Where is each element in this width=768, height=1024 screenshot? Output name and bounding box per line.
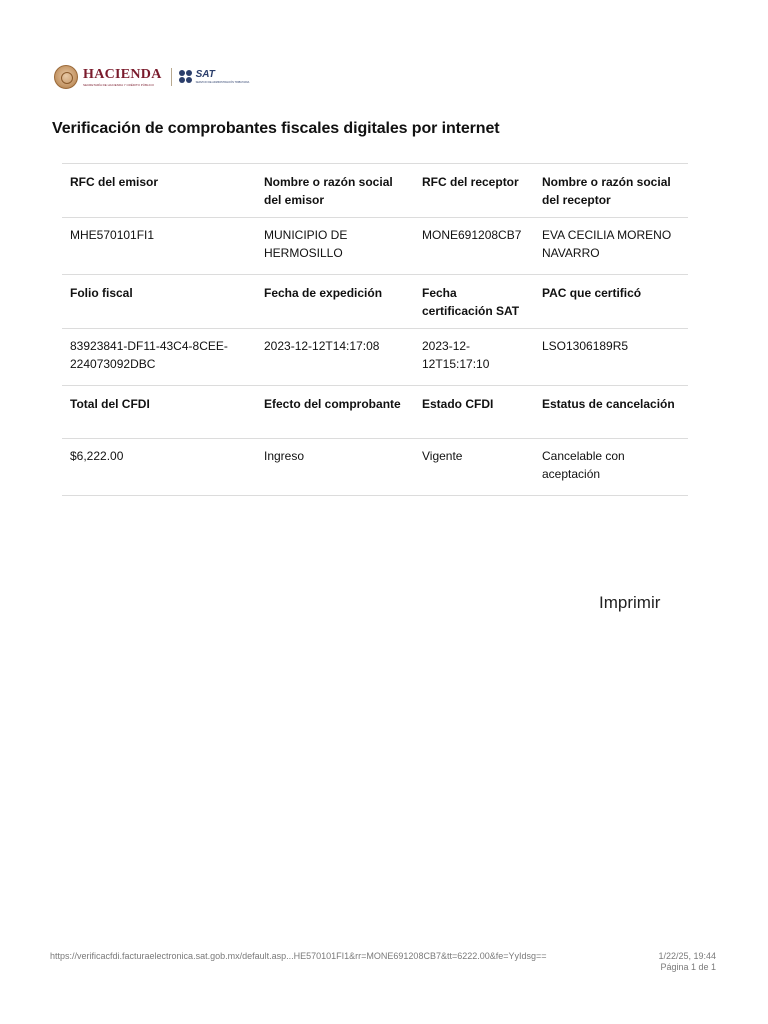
value-total-cfdi: $6,222.00: [62, 439, 256, 496]
value-rfc-emisor: MHE570101FI1: [62, 218, 256, 275]
hacienda-logo-text: HACIENDA: [83, 66, 162, 82]
value-nombre-receptor: EVA CECILIA MORENO NAVARRO: [534, 218, 688, 275]
header-rfc-receptor: RFC del receptor: [414, 164, 534, 218]
header-fecha-expedicion: Fecha de expedición: [256, 275, 414, 329]
footer-page-number: Página 1 de 1: [660, 962, 716, 972]
footer-url: https://verificacfdi.facturaelectronica.sat.gob.mx/default.asp...HE570101FI1&rr=MONE691208CB7&tt=6222.00&fe=YyIdsg==: [50, 951, 547, 961]
sat-mark-icon: [179, 70, 193, 84]
table-row: [62, 329, 688, 386]
header-folio-fiscal: Folio fiscal: [62, 275, 256, 329]
header-efecto-comprobante: Efecto del comprobante: [256, 386, 414, 439]
value-nombre-emisor: MUNICIPIO DE HERMOSILLO: [256, 218, 414, 275]
hacienda-logo: [54, 65, 162, 89]
table-row: [62, 439, 688, 496]
header-logos: [54, 62, 249, 92]
footer-meta: [658, 951, 716, 973]
value-efecto-comprobante: Ingreso: [256, 439, 414, 496]
national-seal-icon: [54, 65, 78, 89]
header-total-cfdi: Total del CFDI: [62, 386, 256, 439]
value-estatus-cancelacion: Cancelable con aceptación: [534, 439, 688, 496]
header-fecha-certificacion: Fecha certificación SAT: [414, 275, 534, 329]
value-fecha-expedicion: 2023-12-12T14:17:08: [256, 329, 414, 386]
table-row: [62, 218, 688, 275]
header-nombre-emisor: Nombre o razón social del emisor: [256, 164, 414, 218]
table-header-row: [62, 164, 688, 218]
print-link[interactable]: Imprimir: [599, 593, 661, 612]
value-fecha-certificacion: 2023-12-12T15:17:10: [414, 329, 534, 386]
value-estado-cfdi: Vigente: [414, 439, 534, 496]
table-header-row: [62, 386, 688, 439]
header-nombre-receptor: Nombre o razón social del receptor: [534, 164, 688, 218]
value-rfc-receptor: MONE691208CB7: [414, 218, 534, 275]
header-estado-cfdi: Estado CFDI: [414, 386, 534, 439]
cfdi-verification-table: [62, 163, 688, 496]
logo-divider: [171, 68, 172, 86]
header-estatus-cancelacion: Estatus de cancelación: [534, 386, 688, 439]
value-pac: LSO1306189R5: [534, 329, 688, 386]
header-rfc-emisor: RFC del emisor: [62, 164, 256, 218]
hacienda-logo-subtitle: SECRETARÍA DE HACIENDA Y CRÉDITO PÚBLICO: [83, 82, 154, 87]
sat-logo: [179, 70, 250, 85]
table-header-row: [62, 275, 688, 329]
footer-datetime: 1/22/25, 19:44: [658, 951, 716, 961]
sat-logo-text: SAT: [195, 68, 215, 80]
value-folio-fiscal: 83923841-DF11-43C4-8CEE-224073092DBC: [62, 329, 256, 386]
page-title: Verificación de comprobantes fiscales digitales por internet: [52, 120, 500, 137]
sat-logo-subtitle: SERVICIO DE ADMINISTRACIÓN TRIBUTARIA: [195, 80, 250, 84]
header-pac: PAC que certificó: [534, 275, 688, 329]
